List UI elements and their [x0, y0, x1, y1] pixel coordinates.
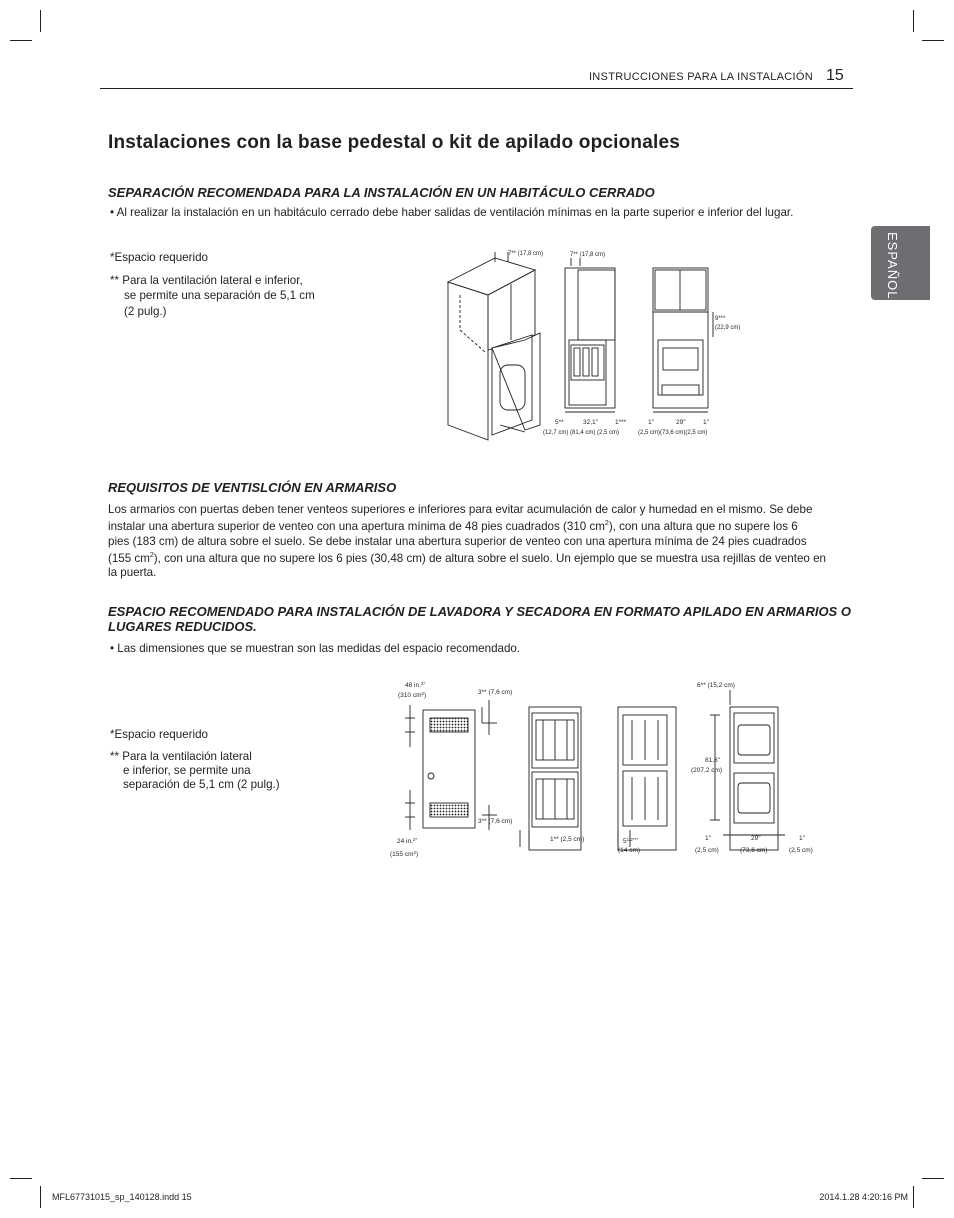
- dim-7a: 7** (17,8 cm): [508, 251, 544, 257]
- vent-48: 48 in.$^{2*}$: [405, 681, 426, 689]
- footer-date: 2014.1.28 4:20:16 PM: [819, 1192, 908, 1202]
- section2-heading: REQUISITOS DE VENTISLCIÓN EN ARMARISO: [108, 480, 397, 495]
- clear-5: $5^{1/2***}$: [623, 837, 639, 845]
- footer-file: MFL67731015_sp_140128.indd 15: [52, 1192, 192, 1202]
- section3-note2-line3: separación de 5,1 cm (2 pulg.): [123, 778, 280, 791]
- dim-cm-row2: (2,5 cm)(73,6 cm)(2,5 cm): [638, 430, 708, 436]
- crop-mark: [40, 1186, 41, 1208]
- section2-line: instalar una abertura superior de venteo con una apertura mínima de 48 pies cuadrados (310 $cm^2$), con una altura que no supere los 6: [108, 520, 798, 534]
- page-number: 15: [826, 67, 844, 84]
- section1-note2-line1: ** Para la ventilación lateral e inferior,: [110, 274, 303, 287]
- dim-9: 9***: [715, 316, 726, 322]
- section3-note2-line2: e inferior, se permite una: [123, 764, 251, 777]
- vent-155: (155 $cm^2$): [390, 850, 419, 858]
- section1-note2-line2: se permite una separación de 5,1 cm: [124, 289, 315, 302]
- dim-1a: 1***: [615, 419, 627, 426]
- clear-3-bottom: 3** (7,6 cm): [478, 818, 513, 825]
- clear-1: 1** (2,5 cm): [550, 836, 585, 843]
- dim-5: 5**: [555, 419, 564, 426]
- section2-line: (155 $cm^2$), con una altura que no supere los 6 pies (30,48 cm) de altura sobre el suelo. Un ejemplo que se muestra usa rejillas de venteo en: [108, 551, 826, 565]
- section1-note1: *Espacio requerido: [110, 251, 208, 264]
- section1-bullet: • Al realizar la instalación en un habitáculo cerrado debe haber salidas de ventilación mínimas en la parte superior e inferior del lugar.: [110, 206, 794, 219]
- dim-29: 29": [751, 835, 761, 842]
- dim-6: 6** (15,2 cm): [697, 682, 735, 689]
- dim-1a: 1": [705, 835, 711, 842]
- dim-1c: 1": [703, 419, 709, 426]
- crop-mark: [10, 1178, 32, 1179]
- enclosure-clearance-figure: [440, 240, 740, 445]
- section3-heading-line2: LUGARES REDUCIDOS.: [108, 619, 257, 634]
- dim-9cm: (22,9 cm): [715, 325, 740, 331]
- dim-1a-cm: (2,5 cm): [695, 847, 719, 854]
- dim-cm-row1: (12,7 cm) (81,4 cm) (2,5 cm): [543, 430, 620, 436]
- dim-816-cm: (207,2 cm): [691, 767, 723, 774]
- language-tab: [871, 226, 930, 300]
- crop-mark: [922, 40, 944, 41]
- running-header: INSTRUCCIONES PARA LA INSTALACIÓN: [588, 71, 813, 83]
- vent-310: (310 $cm^2$): [398, 691, 427, 699]
- dim-1b: 1": [648, 419, 654, 426]
- stacked-closet-figure: [385, 675, 825, 865]
- section3-note1: *Espacio requerido: [110, 728, 208, 741]
- language-tab-label: ESPAÑOL: [885, 232, 900, 300]
- crop-mark: [913, 1186, 914, 1208]
- dim-7b: 7** (17,8 cm): [570, 252, 606, 258]
- section3-heading-line1: ESPACIO RECOMENDADO PARA INSTALACIÓN DE LAVADORA Y SECADORA EN FORMATO APILADO EN ARMARIOS O: [108, 604, 851, 619]
- crop-mark: [10, 40, 32, 41]
- dim-321: 32,1": [583, 419, 598, 426]
- section3-note2-line1: ** Para la ventilación lateral: [110, 750, 252, 763]
- crop-mark: [922, 1178, 944, 1179]
- crop-mark: [40, 10, 41, 32]
- section1-note2-line3: (2 pulg.): [124, 305, 167, 318]
- section2-line: Los armarios con puertas deben tener venteos superiores e inferiores para evitar acumulación de calor y humedad en el mismo. Se debe: [108, 503, 813, 516]
- dim-1b-cm: (2,5 cm): [789, 847, 813, 854]
- section2-line: pies (183 cm) de altura sobre el suelo. Se debe instalar una abertura superior de venteo con una apertura mínima de 24 pies cuadrados: [108, 534, 807, 548]
- page-title: Instalaciones con la base pedestal o kit de apilado opcionales: [108, 132, 681, 153]
- vent-24: 24 in.$^{2*}$: [397, 837, 418, 845]
- dim-29-cm: (73,6 cm): [740, 847, 768, 854]
- dim-1b: 1": [799, 835, 805, 842]
- header-rule: [100, 88, 853, 89]
- section2-line: la puerta.: [108, 566, 157, 580]
- section1-heading: SEPARACIÓN RECOMENDADA PARA LA INSTALACIÓN EN UN HABITÁCULO CERRADO: [108, 185, 655, 200]
- dim-816: 81,6": [705, 757, 720, 764]
- clear-3-top: 3** (7,6 cm): [478, 689, 513, 696]
- section3-bullet: • Las dimensiones que se muestran son las medidas del espacio recomendado.: [110, 642, 521, 655]
- clear-5-cm: (14 cm): [618, 847, 641, 854]
- dim-29: 29": [676, 419, 686, 426]
- section2-paragraph: [108, 503, 853, 581]
- crop-mark: [913, 10, 914, 32]
